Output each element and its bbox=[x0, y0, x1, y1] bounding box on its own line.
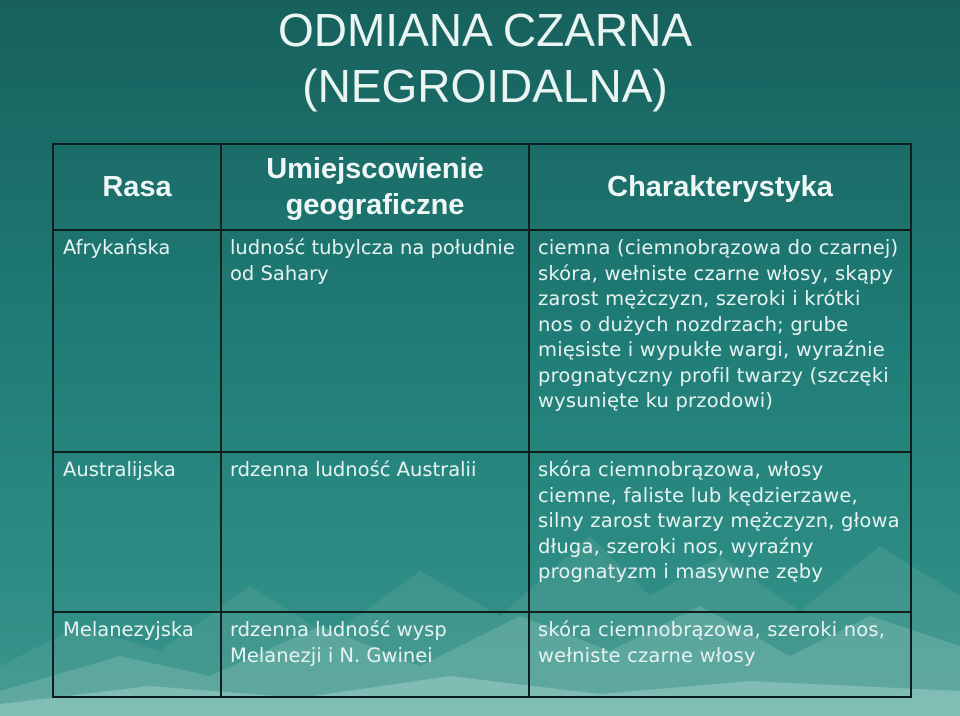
races-table bbox=[52, 143, 912, 698]
table-row bbox=[53, 452, 911, 612]
title-line-1: ODMIANA CZARNA bbox=[277, 4, 693, 56]
header-rasa: Rasa bbox=[53, 144, 221, 230]
cell-miejsce: rdzenna ludność Australii bbox=[221, 452, 529, 612]
cell-charakterystyka: ciemna (ciemnobrązowa do czarnej) skóra, wełniste czarne włosy, skąpy zarost mężczyzn, szeroki i krótki nos o dużych nozdrzach; grube mięsiste i wypukłe wargi, wyraźnie prognatyczny profil twarzy (szczęki wysunięte ku przodowi) bbox=[529, 230, 911, 452]
cell-rasa: Melanezyjska bbox=[53, 612, 221, 697]
slide-title bbox=[150, 2, 820, 114]
cell-miejsce: ludność tubylcza na południe od Sahary bbox=[221, 230, 529, 452]
cell-charakterystyka: skóra ciemnobrązowa, włosy ciemne, faliste lub kędzierzawe, silny zarost twarzy mężczyzn, głowa długa, szeroki nos, wyraźny prognatyzm i masywne zęby bbox=[529, 452, 911, 612]
table-row bbox=[53, 230, 911, 452]
header-umiejscowienie: Umiejscowienie geograficzne bbox=[221, 144, 529, 230]
cell-rasa: Australijska bbox=[53, 452, 221, 612]
table-row bbox=[53, 612, 911, 697]
cell-charakterystyka: skóra ciemnobrązowa, szeroki nos, wełniste czarne włosy bbox=[529, 612, 911, 697]
cell-miejsce: rdzenna ludność wysp Melanezji i N. Gwinei bbox=[221, 612, 529, 697]
table-header-row bbox=[53, 144, 911, 230]
title-line-2: (NEGROIDALNA) bbox=[302, 60, 668, 112]
header-charakterystyka: Charakterystyka bbox=[529, 144, 911, 230]
cell-rasa: Afrykańska bbox=[53, 230, 221, 452]
